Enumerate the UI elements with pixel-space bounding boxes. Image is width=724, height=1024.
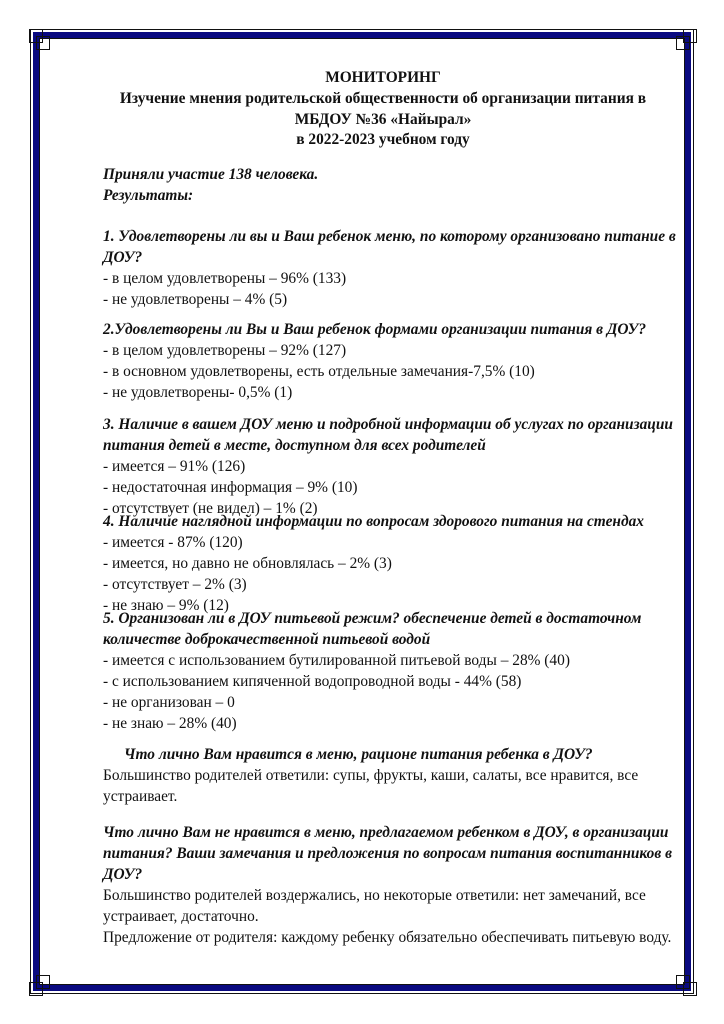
likes-answer: Большинство родителей ответили: супы, фрукты, каши, салаты, все нравится, все xyxy=(103,767,639,784)
question-2-answer: - не удовлетворены- 0,5% (1) xyxy=(103,384,293,401)
corner-ornament-top-left-inner xyxy=(36,36,50,50)
question-4-answer: - отсутствует – 2% (3) xyxy=(103,576,247,593)
question-5-answer: - не знаю – 28% (40) xyxy=(103,715,237,732)
question-3-heading: питания детей в месте, доступном для всех родителей xyxy=(103,437,486,454)
dislikes-heading: питания? Ваши замечания и предложения по вопросам питания воспитанников в xyxy=(103,845,672,862)
dislikes-answer: устраивает, достаточно. xyxy=(103,908,259,925)
question-3-heading: 3. Наличие в вашем ДОУ меню и подробной информации об услугах по организации xyxy=(103,416,673,433)
corner-ornament-bottom-right-inner xyxy=(676,975,690,989)
question-2-heading: 2.Удовлетворены ли Вы и Ваш ребенок формами организации питания в ДОУ? xyxy=(103,321,647,338)
question-2-answer: - в целом удовлетворены – 92% (127) xyxy=(103,342,347,359)
results-label: Результаты: xyxy=(103,187,194,204)
document-subtitle-line-2: МБДОУ №36 «Найырал» xyxy=(294,111,472,128)
document-subtitle-line-1: Изучение мнения родительской общественности об организации питания в xyxy=(119,90,647,107)
participants-count: Приняли участие 138 человека. xyxy=(103,166,319,183)
document-subtitle-line-3: в 2022-2023 учебном году xyxy=(296,131,470,148)
question-5-heading: 5. Организован ли в ДОУ питьевой режим? обеспечение детей в достаточном xyxy=(103,610,642,627)
question-2-answer: - в основном удовлетворены, есть отдельные замечания-7,5% (10) xyxy=(103,363,535,380)
question-5-answer: - не организован – 0 xyxy=(103,694,235,711)
parent-suggestion: Предложение от родителя: каждому ребенку обязательно обеспечивать питьевую воду. xyxy=(103,929,672,946)
question-3-answer: - недостаточная информация – 9% (10) xyxy=(103,479,358,496)
question-1-heading: 1. Удовлетворены ли вы и Ваш ребенок меню, по которому организовано питание в xyxy=(103,228,676,245)
question-4-heading: 4. Наличие наглядной информации по вопросам здорового питания на стендах xyxy=(103,513,644,530)
dislikes-heading: Что лично Вам не нравится в меню, предлагаемом ребенком в ДОУ, в организации xyxy=(103,824,669,841)
question-1-answer: - не удовлетворены – 4% (5) xyxy=(103,291,288,308)
question-5-answer: - имеется с использованием бутилированной питьевой воды – 28% (40) xyxy=(103,652,570,669)
question-3-answer: - имеется – 91% (126) xyxy=(103,458,246,475)
question-4-answer: - имеется, но давно не обновлялась – 2% (3) xyxy=(103,555,392,572)
corner-ornament-top-right-inner xyxy=(676,36,690,50)
corner-ornament-bottom-left-inner xyxy=(36,975,50,989)
question-1-answer: - в целом удовлетворены – 96% (133) xyxy=(103,270,347,287)
question-5-heading: количестве доброкачественной питьевой водой xyxy=(103,631,431,648)
question-5-answer: - с использованием кипяченной водопроводной воды - 44% (58) xyxy=(103,673,522,690)
likes-answer: устраивает. xyxy=(103,788,178,805)
document-title: МОНИТОРИНГ xyxy=(325,69,441,86)
question-4-answer: - имеется - 87% (120) xyxy=(103,534,243,551)
likes-heading: Что лично Вам нравится в меню, рационе питания ребенка в ДОУ? xyxy=(124,746,593,763)
question-3-answer: - отсутствует (не видел) – 1% (2) xyxy=(103,500,318,517)
dislikes-answer: Большинство родителей воздержались, но некоторые ответили: нет замечаний, все xyxy=(103,887,646,904)
question-1-heading: ДОУ? xyxy=(103,249,143,266)
dislikes-heading: ДОУ? xyxy=(103,866,143,883)
question-4-answer: - не знаю – 9% (12) xyxy=(103,597,229,614)
